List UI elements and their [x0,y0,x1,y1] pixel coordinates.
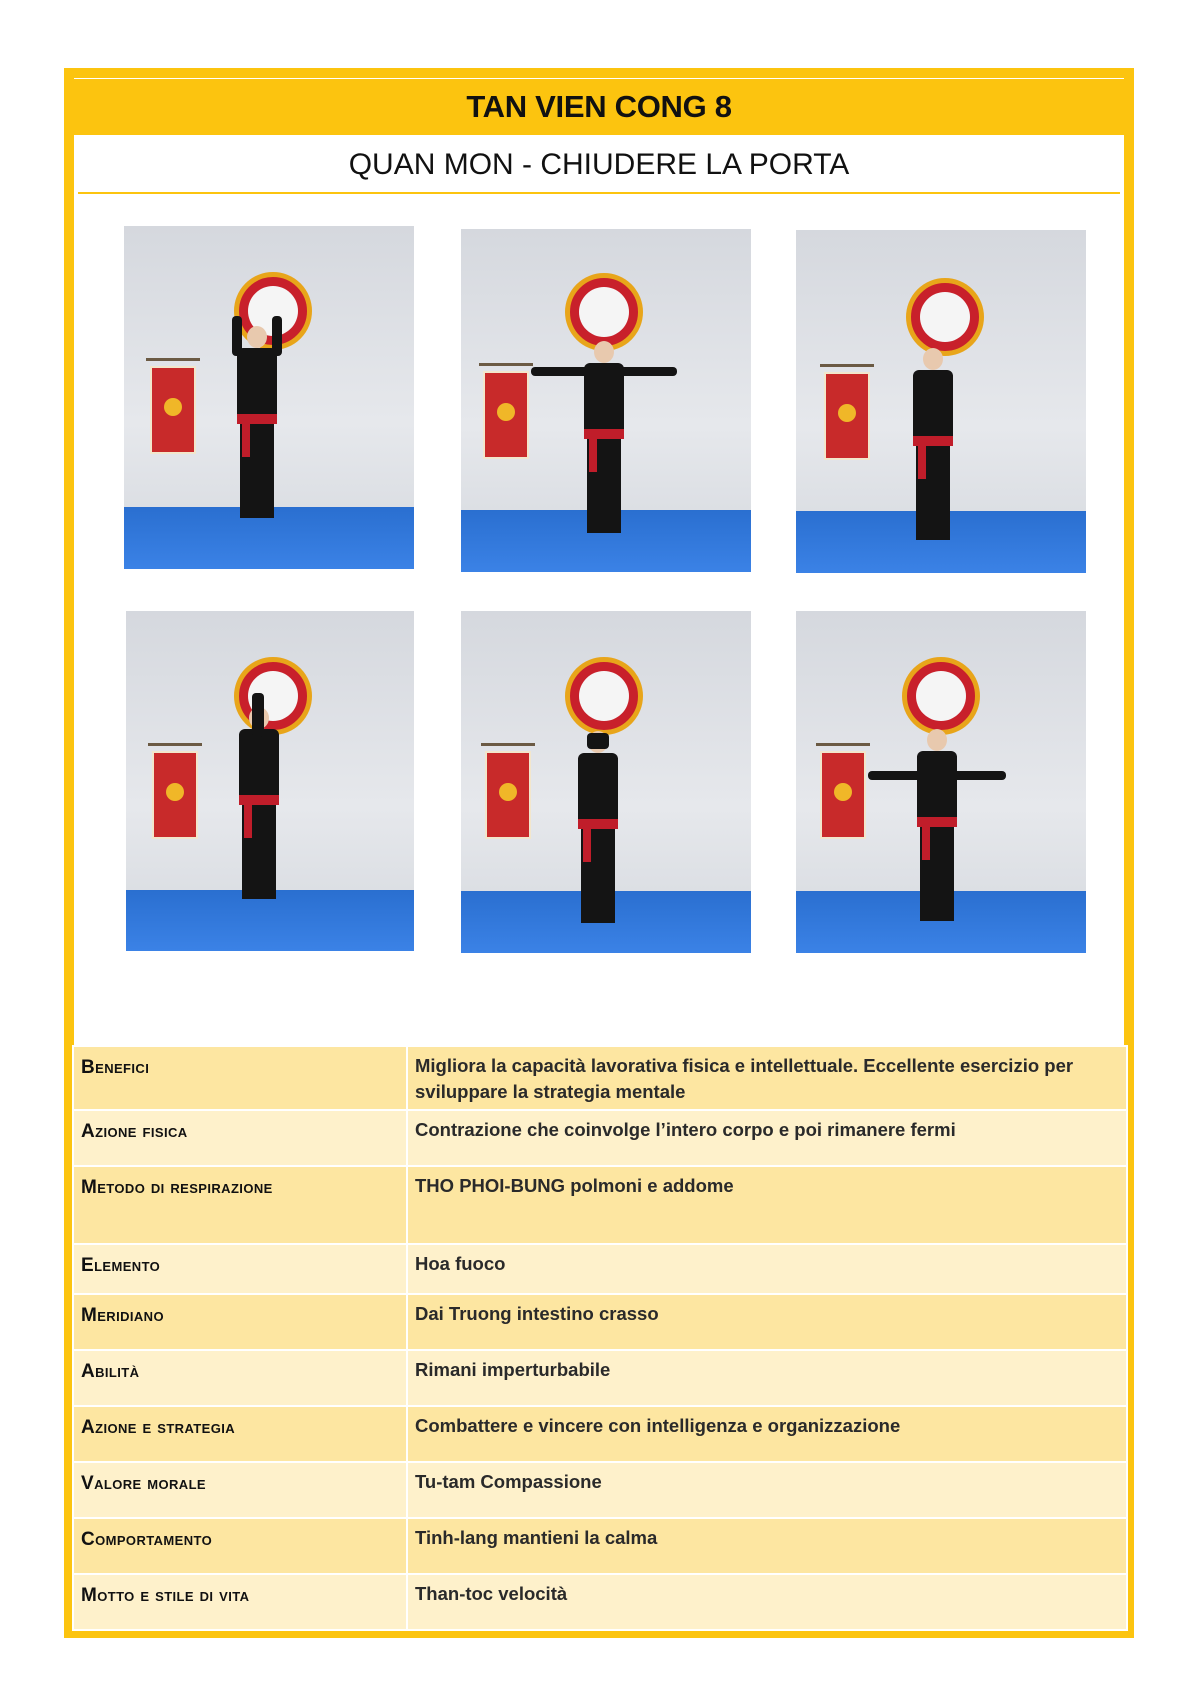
table-row [73,1350,1127,1406]
practitioner-figure [232,326,282,518]
photo-pose-4 [126,611,414,951]
table-row [73,1462,1127,1518]
row-label: Benefici [73,1046,407,1110]
table-row [73,1294,1127,1350]
emblem-logo [565,657,643,735]
photo-pose-6 [796,611,1086,953]
table-row [73,1518,1127,1574]
page-subtitle: QUAN MON - CHIUDERE LA PORTA [348,147,850,181]
practitioner-figure [573,731,623,923]
photo-pose-3 [796,230,1086,573]
row-label: Comportamento [73,1518,407,1574]
title-band [74,78,1124,135]
row-value: Than-toc velocità [407,1574,1127,1630]
row-value: Hoa fuoco [407,1244,1127,1294]
practitioner-figure [912,729,962,921]
banner-flag [150,366,196,454]
row-value: Tu-tam Compassione [407,1462,1127,1518]
photo-pose-1 [124,226,414,569]
row-value: Dai Truong intestino crasso [407,1294,1127,1350]
row-value: Contrazione che coinvolge l’intero corpo e poi rimanere fermi [407,1110,1127,1166]
table-row [73,1406,1127,1462]
row-label: Motto e stile di vita [73,1574,407,1630]
table-row [73,1166,1127,1244]
row-value: Tinh-lang mantieni la calma [407,1518,1127,1574]
table-row [73,1110,1127,1166]
practitioner-figure [908,348,958,540]
photo-pose-2 [461,229,751,572]
emblem-logo [902,657,980,735]
banner-flag [152,751,198,839]
row-label: Abilità [73,1350,407,1406]
practitioner-figure [234,707,284,899]
row-label: Valore morale [73,1462,407,1518]
row-label: Meridiano [73,1294,407,1350]
info-table [72,1045,1128,1631]
table-row [73,1574,1127,1630]
row-label: Azione fisica [73,1110,407,1166]
banner-flag [483,371,529,459]
row-label: Azione e strategia [73,1406,407,1462]
row-label: Elemento [73,1244,407,1294]
row-value: Rimani imperturbabile [407,1350,1127,1406]
page-title: TAN VIEN CONG 8 [466,88,732,124]
practitioner-figure [579,341,629,533]
table-row [73,1046,1127,1110]
emblem-logo [906,278,984,356]
banner-flag [485,751,531,839]
row-label: Metodo di respirazione [73,1166,407,1244]
banner-flag [824,372,870,460]
row-value: Combattere e vincere con intelligenza e organizzazione [407,1406,1127,1462]
row-value: Migliora la capacità lavorativa fisica e intellettuale. Eccellente esercizio per sviluppare la strategia mentale [407,1046,1127,1110]
subtitle-band [78,137,1120,194]
photo-pose-5 [461,611,751,953]
row-value: THO PHOI-BUNG polmoni e addome [407,1166,1127,1244]
banner-flag [820,751,866,839]
emblem-logo [565,273,643,351]
table-row [73,1244,1127,1294]
